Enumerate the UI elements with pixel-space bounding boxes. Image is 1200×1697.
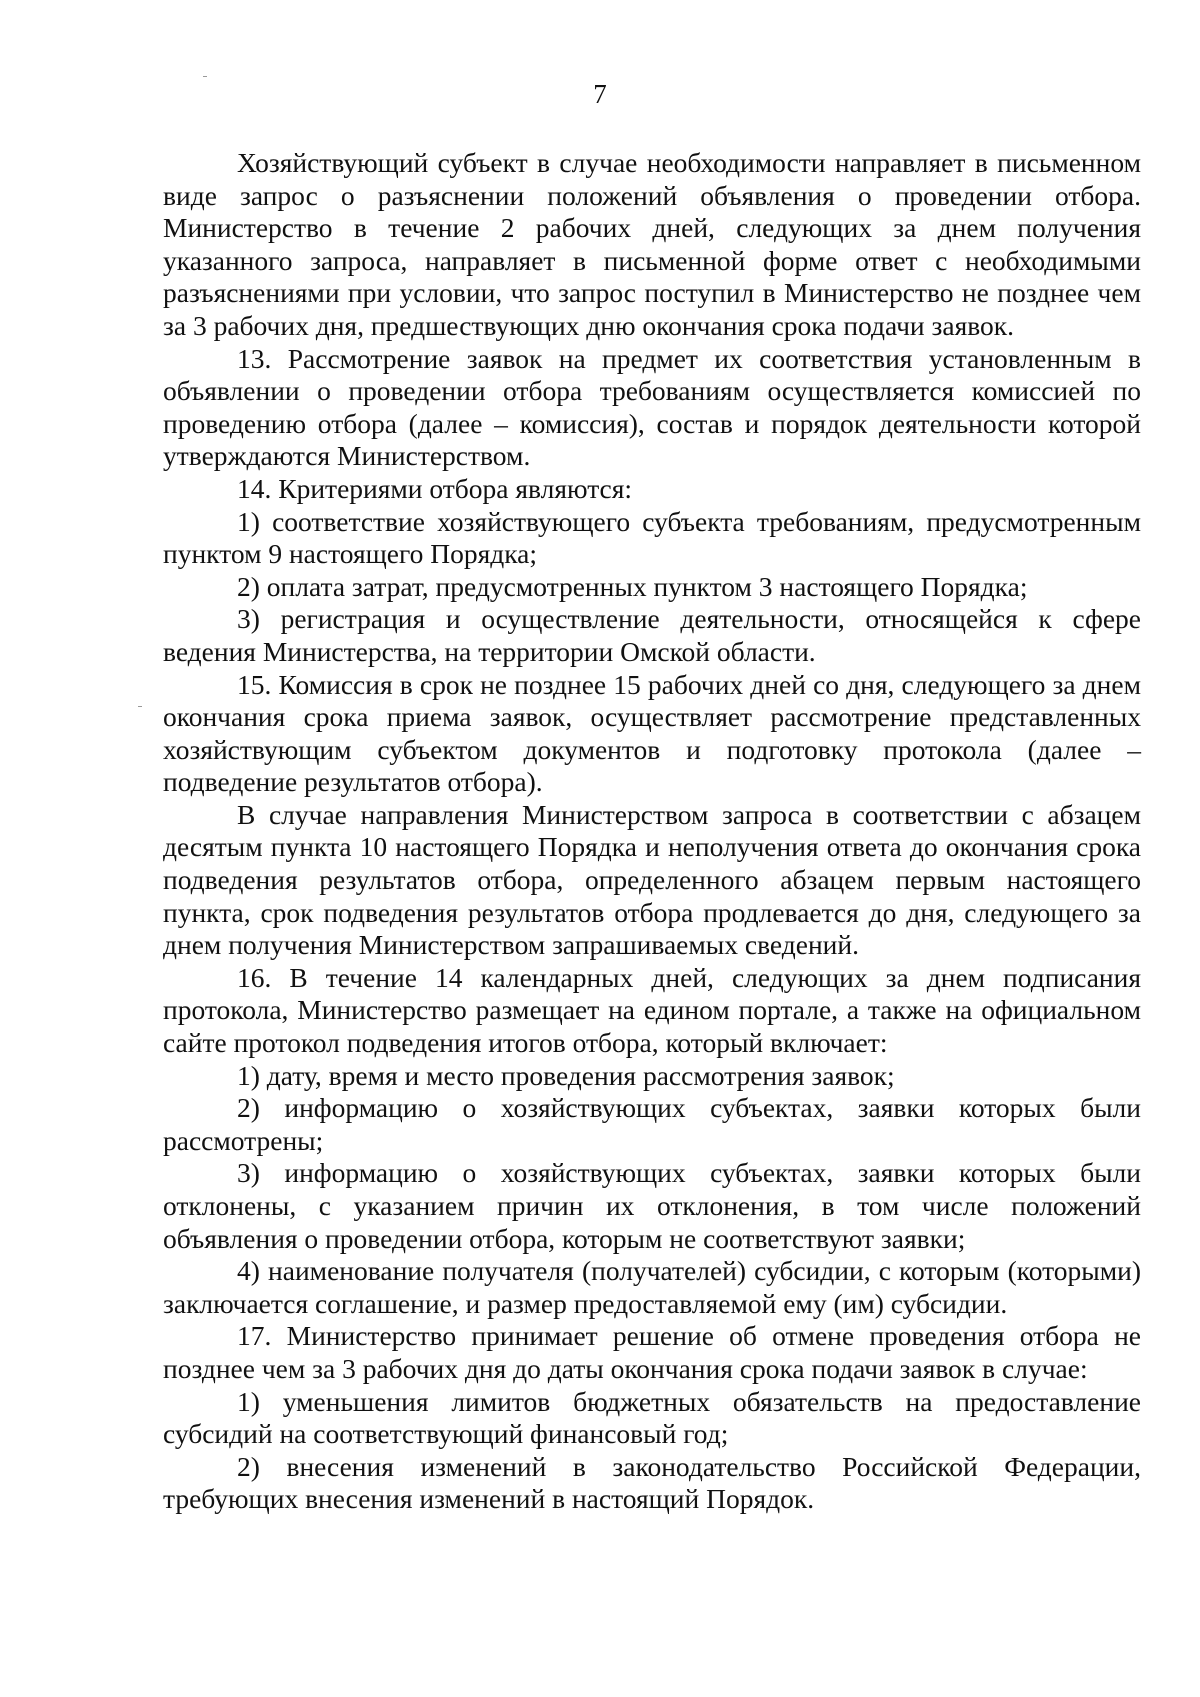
paragraph-14-item-1: 1) соответствие хозяйствующего субъекта требованиям, предусмотренным пунктом 9 настоящего Порядка; [163, 505, 1141, 570]
paragraph-13-review: 13. Рассмотрение заявок на предмет их соответствия установленным в объявлении о проведении отбора требованиям осуществляется комиссией по проведению отбора (далее – комиссия), состав и порядок деятельности которой утверждаются Министерством. [163, 342, 1141, 472]
paragraph-15-extension: В случае направления Министерством запроса в соответствии с абзацем десятым пункта 10 настоящего Порядка и неполучения ответа до окончания срока подведения результатов отбора, определенного абзацем первым настоящего пункта, срок подведения результатов отбора продлевается до дня, следующего за днем получения Министерством запрашиваемых сведений. [163, 798, 1141, 961]
paragraph-14-criteria: 14. Критериями отбора являются: [237, 472, 633, 504]
page-number: 7 [593, 79, 607, 109]
paragraph-16-item-4: 4) наименование получателя (получателей) субсидии, с которым (которыми) заключается соглашение, и размер предоставляемой ему (им) субсидии. [163, 1255, 1141, 1319]
paragraph-17-item-1: 1) уменьшения лимитов бюджетных обязательств на предоставление субсидий на соответствующий финансовый год; [163, 1385, 1141, 1450]
paragraph-17-cancellation: 17. Министерство принимает решение об отмене проведения отбора не позднее чем за 3 рабочих дня до даты окончания срока подачи заявок в случае: [163, 1320, 1141, 1384]
paragraph-15-commission: 15. Комиссия в срок не позднее 15 рабочих дней со дня, следующего за днем окончания срока приема заявок, осуществляет рассмотрение представленных хозяйствующим субъектом документов и подготовку протокола (далее – подведение результатов отбора). [163, 668, 1141, 798]
document-body [163, 147, 1141, 1516]
paragraph-17-item-2: 2) внесения изменений в законодательство Российской Федерации, требующих внесения изменений в настоящий Порядок. [163, 1450, 1141, 1515]
paragraph-16-protocol: 16. В течение 14 календарных дней, следующих за днем подписания протокола, Министерство размещает на едином портале, а также на официальном сайте протокол подведения итогов отбора, который включает: [163, 961, 1141, 1059]
scan-speck [203, 76, 207, 77]
paragraph-16-item-3: 3) информацию о хозяйствующих субъектах, заявки которых были отклонены, с указанием причин их отклонения, в том числе положений объявления о проведении отбора, которым не соответствуют заявки; [163, 1157, 1141, 1254]
scan-speck [138, 706, 142, 707]
paragraph-14-item-2: 2) оплата затрат, предусмотренных пунктом 3 настоящего Порядка; [237, 570, 1028, 602]
paragraph-request-clarification: Хозяйствующий субъект в случае необходимости направляет в письменном виде запрос о разъяснении положений объявления о проведении отбора. Министерство в течение 2 рабочих дней, следующих за днем получения указанного запроса, направляет в письменной форме ответ с необходимыми разъяснениями при условии, что запрос поступил в Министерство не позднее чем за 3 рабочих дня, предшествующих дню окончания срока подачи заявок. [163, 147, 1141, 341]
paragraph-16-item-1: 1) дату, время и место проведения рассмотрения заявок; [237, 1059, 895, 1091]
paragraph-14-item-3: 3) регистрация и осуществление деятельности, относящейся к сфере ведения Министерства, на территории Омской области. [163, 603, 1141, 667]
paragraph-16-item-2: 2) информацию о хозяйствующих субъектах, заявки которых были рассмотрены; [163, 1092, 1141, 1156]
